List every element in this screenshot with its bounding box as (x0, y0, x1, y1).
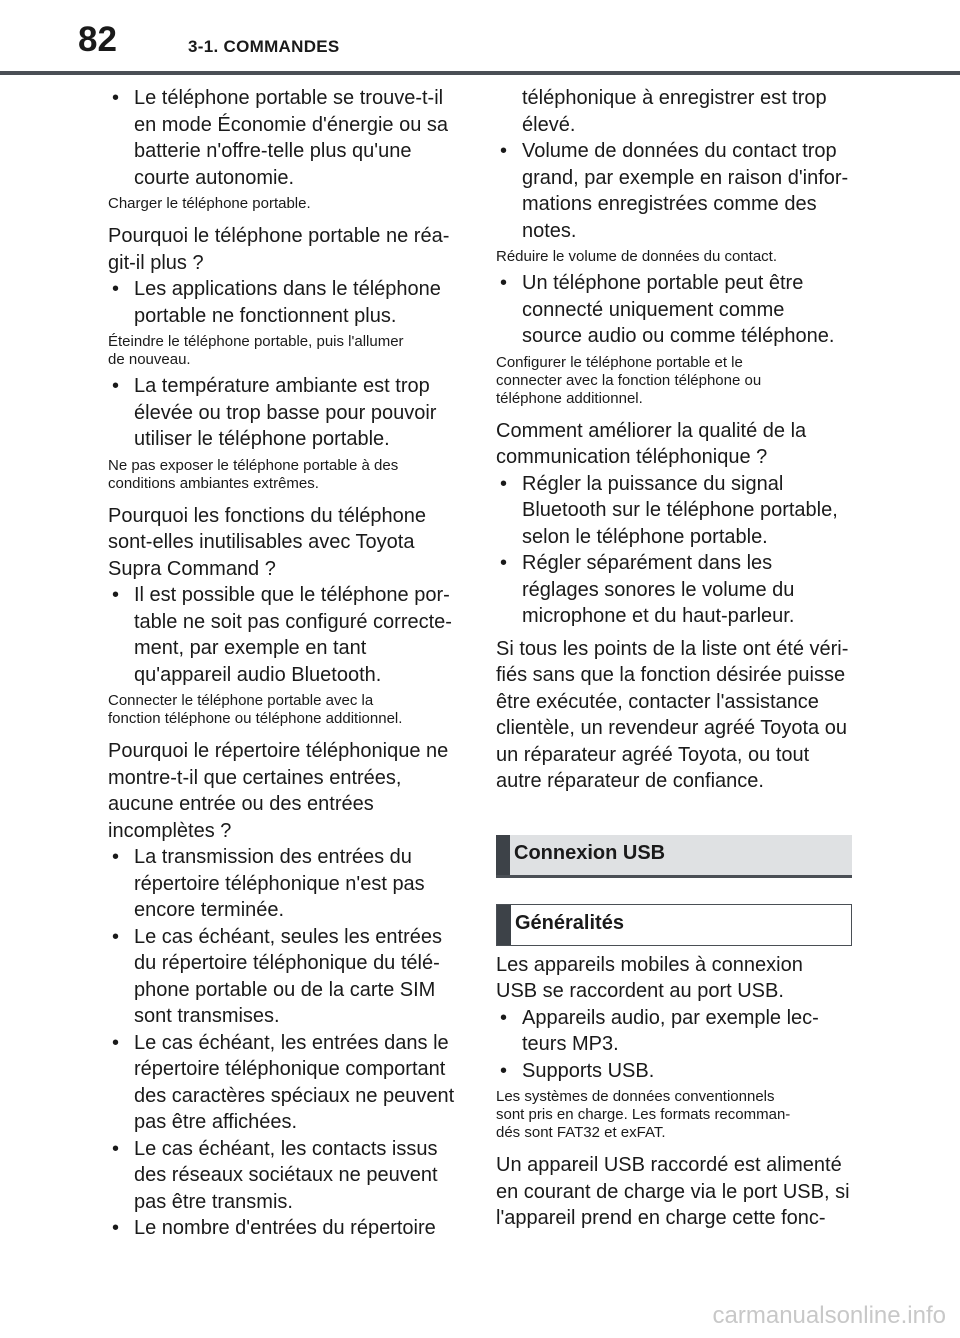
bullet-item (108, 1030, 470, 1136)
text-line: des réseaux sociétaux ne peuvent (134, 1164, 438, 1186)
text-line: batterie n'offre-telle plus qu'une (134, 140, 412, 162)
text-line: • Le nombre d'entrées du répertoire (134, 1217, 436, 1239)
text-line: • Il est possible que le téléphone por- (134, 584, 450, 606)
text-line: • Les applications dans le téléphone (134, 278, 441, 300)
bullet-item (496, 270, 852, 350)
text-line: ment, par exemple en tant (134, 637, 367, 659)
text-line: • Un téléphone portable peut être (522, 272, 804, 294)
header-rule (0, 71, 960, 75)
text-line: microphone et du haut-parleur. (522, 605, 795, 627)
text-line: git-il plus ? (108, 251, 204, 274)
text-line: • Le cas échéant, les contacts issus (134, 1137, 438, 1160)
text-line: téléphone additionnel. (496, 389, 643, 407)
text-line: pas être affichées. (134, 1111, 298, 1133)
text-line: de nouveau. (108, 351, 191, 368)
text-line: • Le téléphone portable se trouve-t-il (134, 87, 444, 109)
text-line: connecter avec la fonction téléphone ou (496, 371, 762, 389)
text-line: selon le téléphone portable. (522, 525, 768, 548)
paragraph (496, 418, 852, 471)
subsection-heading (496, 904, 852, 946)
bullet-item-continued (496, 85, 852, 138)
text-line: • La température ambiante est trop (134, 375, 430, 397)
heading-label: Généralités (515, 911, 624, 934)
text-line: élevé. (522, 113, 576, 136)
text-line: Configurer le téléphone portable et le (496, 353, 743, 371)
text-line: • Supports USB. (522, 1059, 655, 1082)
text-line: • La transmission des entrées du (134, 846, 412, 868)
text-line: sont transmises. (134, 1005, 280, 1027)
text-line: aucune entrée ou des entrées (108, 793, 374, 815)
text-line: phone portable ou de la carte SIM (134, 978, 436, 1001)
text-line: portable ne fonctionnent plus. (134, 304, 397, 327)
text-line: autre réparateur de confiance. (496, 770, 764, 792)
note-text (108, 457, 470, 493)
page-header (0, 0, 960, 76)
bullet-item (108, 1215, 470, 1242)
text-line: en courant de charge via le port USB, si (496, 1180, 850, 1203)
text-line: conditions ambiantes extrêmes. (108, 474, 319, 492)
text-line: réglages sonores le volume du (522, 578, 795, 601)
heading-tab-marker (496, 835, 510, 875)
text-line: Un appareil USB raccordé est alimenté (496, 1154, 842, 1176)
text-line: répertoire téléphonique n'est pas (134, 872, 425, 895)
note-text (108, 195, 470, 213)
text-line: connecté uniquement comme (522, 298, 785, 321)
note-text (108, 692, 470, 728)
text-line: Éteindre le téléphone portable, puis l'allumer (108, 333, 404, 350)
paragraph (496, 1152, 852, 1232)
section-title: 3-1. COMMANDES (188, 37, 340, 56)
paragraph (108, 503, 470, 583)
text-line: Supra Command ? (108, 557, 276, 580)
text-line: téléphonique à enregistrer est trop (522, 87, 827, 109)
text-line: sont-elles inutilisables avec Toyota (108, 531, 415, 553)
text-line: qu'appareil audio Bluetooth. (134, 663, 382, 686)
page-number: 82 (78, 20, 117, 59)
bullet-item (108, 276, 470, 329)
bullet-item (496, 550, 852, 630)
bullet-item (108, 924, 470, 1030)
text-line: Pourquoi le répertoire téléphonique ne (108, 740, 449, 762)
text-line: montre-t-il que certaines entrées, (108, 766, 402, 789)
text-line: du répertoire téléphonique du télé- (134, 952, 440, 974)
text-line: notes. (522, 219, 577, 242)
text-line: Si tous les points de la liste ont été véri- (496, 637, 849, 660)
paragraph (496, 636, 852, 795)
text-line: fonction téléphone ou téléphone additionnel. (108, 710, 403, 727)
text-line: • Le cas échéant, seules les entrées (134, 925, 442, 948)
text-line: Pourquoi le téléphone portable ne réa- (108, 225, 450, 247)
text-line: Ne pas exposer le téléphone portable à des (108, 456, 399, 474)
text-line: source audio ou comme téléphone. (522, 325, 835, 347)
bullet-item (108, 582, 470, 688)
note-text (496, 1088, 852, 1142)
text-line: Comment améliorer la qualité de la (496, 419, 807, 442)
text-line: table ne soit pas configuré correcte- (134, 610, 452, 633)
bullet-item (108, 373, 470, 453)
bullet-item (108, 844, 470, 924)
bullet-item (496, 471, 852, 551)
text-line: mations enregistrées comme des (522, 193, 817, 215)
heading-tab-marker (497, 905, 511, 945)
left-column (108, 85, 470, 1242)
text-line: Réduire le volume de données du contact. (496, 248, 778, 265)
text-line: dés sont FAT32 et exFAT. (496, 1124, 666, 1141)
bullet-item (496, 138, 852, 244)
text-line: teurs MP3. (522, 1033, 619, 1055)
text-line: Bluetooth sur le téléphone portable, (522, 499, 838, 521)
paragraph (108, 223, 470, 276)
section-heading (496, 835, 852, 878)
text-line: courte autonomie. (134, 166, 295, 189)
right-column (496, 85, 852, 1232)
text-line: clientèle, un revendeur agréé Toyota ou (496, 717, 847, 739)
text-line: USB se raccordent au port USB. (496, 980, 784, 1002)
text-line: • Appareils audio, par exemple lec- (522, 1006, 819, 1029)
text-line: grand, par exemple en raison d'infor- (522, 166, 849, 189)
text-line: Connecter le téléphone portable avec la (108, 692, 374, 709)
text-line: Les systèmes de données conventionnels (496, 1088, 775, 1105)
heading-label: Connexion USB (514, 841, 666, 864)
watermark: carmanualsonline.info (712, 1302, 946, 1329)
text-line: utiliser le téléphone portable. (134, 428, 390, 450)
paragraph (496, 952, 852, 1005)
text-line: répertoire téléphonique comportant (134, 1058, 446, 1080)
text-line: élevée ou trop basse pour pouvoir (134, 401, 437, 424)
paragraph (108, 738, 470, 844)
text-line: • Le cas échéant, les entrées dans le (134, 1031, 449, 1054)
text-line: • Régler séparément dans les (522, 552, 773, 574)
text-line: Charger le téléphone portable. (108, 195, 311, 212)
text-line: en mode Économie d'énergie ou sa (134, 113, 449, 136)
text-line: un réparateur agréé Toyota, ou tout (496, 743, 810, 766)
bullet-item (108, 85, 470, 191)
text-line: • Volume de données du contact trop (522, 140, 837, 162)
text-line: encore terminée. (134, 899, 285, 921)
bullet-item (108, 1136, 470, 1216)
note-text (496, 248, 852, 266)
text-line: sont pris en charge. Les formats recomman- (496, 1106, 791, 1123)
text-line: incomplètes ? (108, 819, 232, 842)
note-text (108, 333, 470, 369)
text-line: Pourquoi les fonctions du téléphone (108, 504, 427, 527)
text-line: communication téléphonique ? (496, 446, 768, 468)
text-line: Les appareils mobiles à connexion (496, 953, 803, 976)
bullet-item (496, 1058, 852, 1085)
note-text (496, 354, 852, 408)
text-line: pas être transmis. (134, 1190, 293, 1213)
text-line: l'appareil prend en charge cette fonc- (496, 1207, 826, 1229)
text-line: des caractères spéciaux ne peuvent (134, 1084, 455, 1107)
text-line: • Régler la puissance du signal (522, 472, 784, 495)
bullet-item (496, 1005, 852, 1058)
text-line: être exécutée, contacter l'assistance (496, 690, 819, 713)
text-line: fiés sans que la fonction désirée puisse (496, 664, 846, 686)
